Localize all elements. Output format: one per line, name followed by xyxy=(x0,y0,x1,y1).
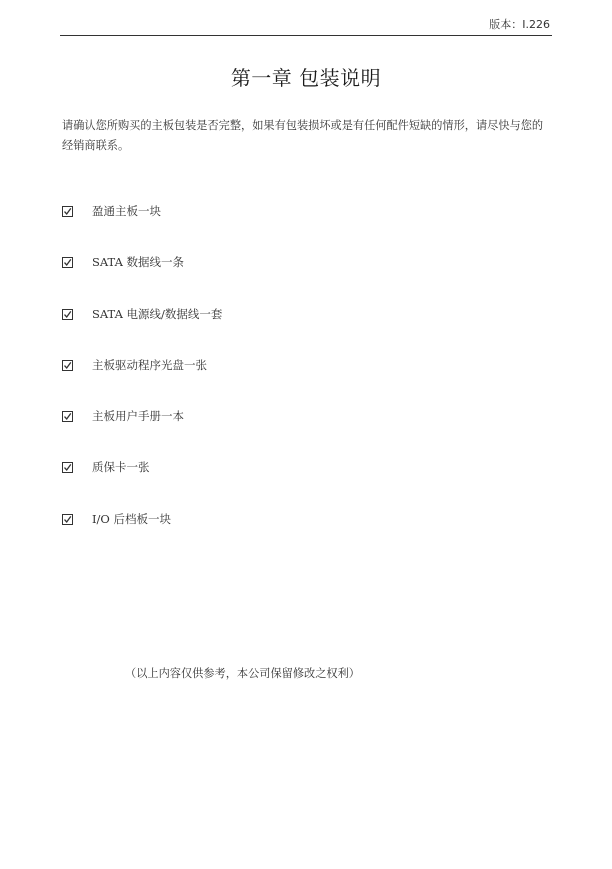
checklist-item xyxy=(62,357,222,408)
version-label: 版本：I.226 xyxy=(489,18,550,31)
checklist-item-label: I/O 后档板一块 xyxy=(92,511,172,526)
checklist-item xyxy=(62,459,222,510)
checklist-item-label: 主板驱动程序光盘一张 xyxy=(92,357,207,372)
checked-checkbox-icon xyxy=(62,514,73,525)
checklist-item-label: 主板用户手册一本 xyxy=(92,409,184,424)
disclaimer-note: （以上内容仅供参考，本公司保留修改之权利） xyxy=(125,667,360,680)
checklist-item-label: 质保卡一张 xyxy=(92,460,150,475)
checklist-item xyxy=(62,511,222,562)
checked-checkbox-icon xyxy=(62,462,73,473)
checklist-item-label: 盈通主板一块 xyxy=(92,204,161,218)
intro-paragraph: 请确认您所购买的主板包装是否完整，如果有包装损坏或是有任何配件短缺的情形，请尽快与您的经销商联系。 xyxy=(62,119,544,152)
checklist-item xyxy=(62,408,222,459)
header-divider xyxy=(60,35,552,36)
checked-checkbox-icon xyxy=(62,257,73,268)
checked-checkbox-icon xyxy=(62,360,73,371)
checklist-item xyxy=(62,254,222,305)
package-checklist xyxy=(62,203,222,562)
checklist-item-label: SATA 数据线一条 xyxy=(92,255,185,270)
checked-checkbox-icon xyxy=(62,411,73,422)
checklist-item xyxy=(62,306,222,357)
checked-checkbox-icon xyxy=(62,309,73,320)
chapter-title: 第一章 包装说明 xyxy=(230,66,382,90)
checked-checkbox-icon xyxy=(62,206,73,217)
checklist-item-label: SATA 电源线/数据线一套 xyxy=(92,306,223,321)
checklist-item xyxy=(62,203,222,254)
